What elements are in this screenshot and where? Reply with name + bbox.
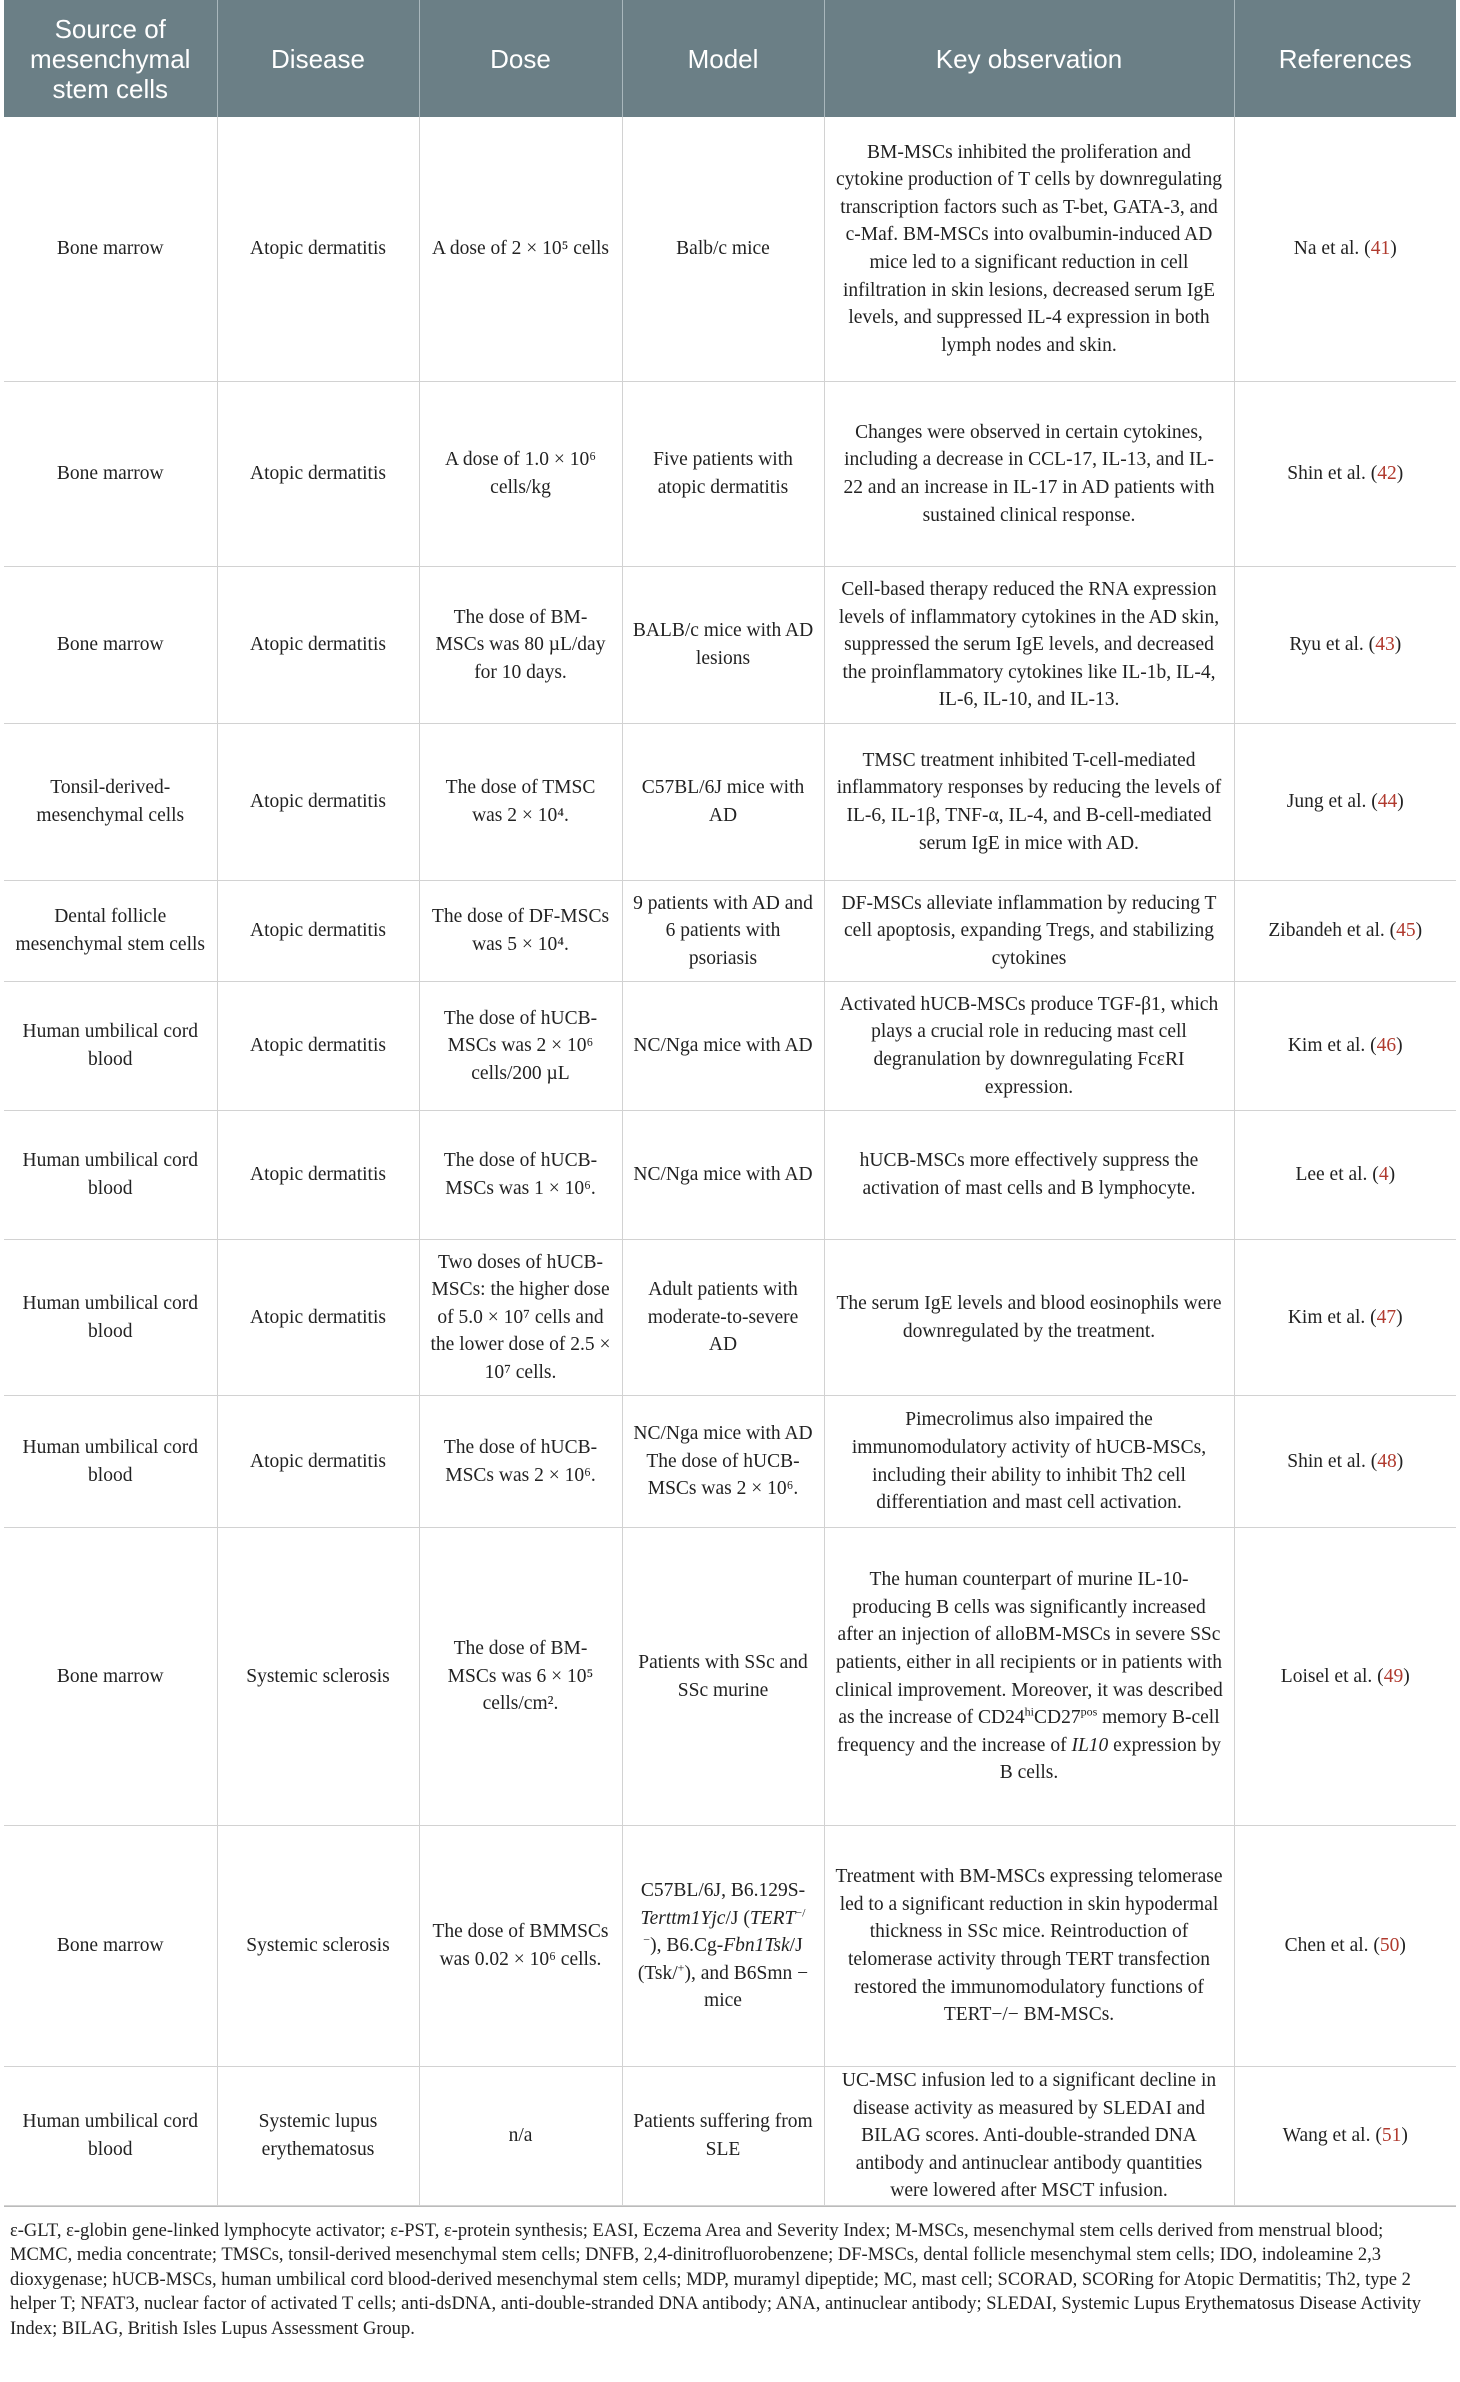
model-text: /J ( (725, 1907, 750, 1929)
ref-link[interactable]: 50 (1379, 1935, 1400, 1957)
cell-dose: A dose of 2 × 10⁵ cells (419, 117, 622, 382)
cell-key-observation: UC-MSC infusion led to a significant decline in disease activity as measured by SLEDAI and BILAG scores. Anti-double-stranded DNA antibody and antinuclear antibody quantities were lowered after MSCT infusion. (824, 2067, 1234, 2206)
table-footnote: ε-GLT, ε-globin gene-linked lymphocyte activator; ε-PST, ε-protein synthesis; EASI, Eczema Area and Severity Index; M-MSCs, mesenchymal stem cells derived from menstrual blood; MCMC, media concentrate; TMSCs, tonsil-derived mesenchymal stem cells; DNFB, 2,4-dinitrofluorobenzene; DF-MSCs, dental follicle mesenchymal stem cells; IDO, indoleamine 2,3 dioxygenase; hUCB-MSCs, human umbilical cord blood-derived mesenchymal stem cells; MDP, muramyl dipeptide; MC, mast cell; SCORAD, SCORing for Atopic Dermatitis; Th2, type 2 helper T; NFAT3, nuclear factor of activated T cells; anti-dsDNA, anti-double-stranded DNA antibody; ANA, antinuclear antibody; SLEDAI, Systemic Lupus Erythematosus Disease Activity Index; BILAG, British Isles Lupus Assessment Group. (4, 2206, 1456, 2342)
cell-model: NC/Nga mice with AD (622, 982, 824, 1111)
cell-source: Bone marrow (4, 1826, 217, 2067)
cell-key-observation: Pimecrolimus also impaired the immunomodulatory activity of hUCB-MSCs, including their ability to inhibit Th2 cell differentiation and mast cell activation. (824, 1396, 1234, 1528)
ref-link[interactable]: 43 (1375, 634, 1395, 656)
cell-reference (1234, 881, 1456, 982)
cell-model: Balb/c mice (622, 117, 824, 382)
cell-source: Human umbilical cord blood (4, 982, 217, 1111)
cell-reference (1234, 567, 1456, 724)
model-text: /J (Tsk/ (637, 1935, 803, 1984)
ref-close: ) (1396, 1450, 1404, 1472)
ref-close: ) (1388, 1164, 1396, 1186)
ref-author: Shin et al. ( (1287, 1450, 1378, 1472)
model-sup: −/− (643, 1905, 806, 1947)
cell-model: BALB/c mice with AD lesions (622, 567, 824, 724)
header-source: Source of mesenchymal stem cells (4, 0, 217, 117)
model-italic: Fbn1Tsk (723, 1935, 790, 1957)
cell-disease: Atopic dermatitis (217, 1240, 419, 1396)
ref-close: ) (1396, 463, 1404, 485)
cell-disease: Atopic dermatitis (217, 567, 419, 724)
ref-close: ) (1397, 791, 1404, 813)
cell-model: NC/Nga mice with AD The dose of hUCB-MSCs was 2 × 10⁶. (622, 1396, 824, 1528)
cell-source: Human umbilical cord blood (4, 1396, 217, 1528)
ref-author: Lee et al. ( (1295, 1164, 1379, 1186)
ref-author: Ryu et al. ( (1289, 634, 1376, 656)
msc-table (4, 0, 1456, 2206)
cell-source: Tonsil-derived-mesenchymal cells (4, 724, 217, 881)
cell-disease: Atopic dermatitis (217, 1111, 419, 1240)
cell-disease: Atopic dermatitis (217, 117, 419, 382)
cell-disease: Atopic dermatitis (217, 982, 419, 1111)
ref-close: ) (1394, 634, 1402, 656)
ref-close: ) (1415, 920, 1423, 942)
cell-model: 9 patients with AD and 6 patients with psoriasis (622, 881, 824, 982)
cell-dose: The dose of BM-MSCs was 6 × 10⁵ cells/cm². (419, 1528, 622, 1826)
cell-key-observation: Activated hUCB-MSCs produce TGF-β1, which plays a crucial role in reducing mast cell degranulation by downregulating FcεRI expression. (824, 982, 1234, 1111)
ref-author: Wang et al. ( (1282, 2125, 1382, 2147)
cell-key-observation: TMSC treatment inhibited T-cell-mediated inflammatory responses by reducing the levels of IL-6, IL-1β, TNF-α, IL-4, and B-cell-mediated serum IgE in mice with AD. (824, 724, 1234, 881)
table-row (4, 1528, 1456, 1826)
cell-key-observation: BM-MSCs inhibited the proliferation and cytokine production of T cells by downregulating transcription factors such as T-bet, GATA-3, and c-Maf. BM-MSCs into ovalbumin-induced AD mice led to a significant reduction in cell infiltration in skin lesions, decreased serum IgE levels, and suppressed IL-4 expression in both lymph nodes and skin. (824, 117, 1234, 382)
ref-link[interactable]: 4 (1378, 1164, 1389, 1186)
cell-dose: The dose of TMSC was 2 × 10⁴. (419, 724, 622, 881)
cell-model: Patients suffering from SLE (622, 2067, 824, 2206)
header-row (4, 0, 1456, 117)
ref-link[interactable]: 47 (1376, 1306, 1397, 1328)
header-model: Model (622, 0, 824, 117)
table-row (4, 881, 1456, 982)
cell-dose: n/a (419, 2067, 622, 2206)
model-italic: TERT (749, 1907, 796, 1929)
cell-source: Bone marrow (4, 1528, 217, 1826)
cell-reference (1234, 982, 1456, 1111)
cell-source: Bone marrow (4, 382, 217, 567)
cell-dose: The dose of hUCB-MSCs was 1 × 10⁶. (419, 1111, 622, 1240)
ref-link[interactable]: 51 (1381, 2125, 1402, 2147)
key-sup: hi (1024, 1704, 1034, 1719)
cell-disease: Atopic dermatitis (217, 881, 419, 982)
ref-close: ) (1396, 1035, 1403, 1057)
ref-author: Shin et al. ( (1287, 463, 1378, 485)
ref-link[interactable]: 41 (1370, 238, 1391, 260)
key-text: expression by B cells. (999, 1734, 1221, 1784)
ref-author: Kim et al. ( (1287, 1035, 1377, 1057)
ref-link[interactable]: 46 (1376, 1035, 1397, 1057)
ref-link[interactable]: 45 (1396, 920, 1416, 942)
cell-reference (1234, 2067, 1456, 2206)
header-references: References (1234, 0, 1456, 117)
cell-disease: Systemic sclerosis (217, 1826, 419, 2067)
cell-key-observation: Treatment with BM-MSCs expressing telomerase led to a significant reduction in skin hypodermal thickness in SSc mice. Reintroduction of telomerase activity through TERT transfection restored the immunomodulatory functions of TERT−/− BM-MSCs. (824, 1826, 1234, 2067)
cell-disease: Atopic dermatitis (217, 382, 419, 567)
ref-link[interactable]: 48 (1377, 1450, 1397, 1472)
cell-key-observation: DF-MSCs alleviate inflammation by reducing T cell apoptosis, expanding Tregs, and stabilizing cytokines (824, 881, 1234, 982)
cell-disease: Systemic lupus erythematosus (217, 2067, 419, 2206)
key-text: The human counterpart of murine IL-10-producing B cells was significantly increased after an injection of alloBM-MSCs in severe SSc patients, either in all recipients or in patients with clinical improvement. Moreover, it was described as the increase of CD24 (835, 1569, 1223, 1729)
model-text: ), and B6Smn − mice (684, 1962, 809, 2012)
cell-model: Patients with SSc and SSc murine (622, 1528, 824, 1826)
header-disease: Disease (217, 0, 419, 117)
table-row (4, 117, 1456, 382)
table-row (4, 724, 1456, 881)
table-row (4, 2067, 1456, 2206)
cell-reference (1234, 1826, 1456, 2067)
cell-dose: The dose of hUCB-MSCs was 2 × 10⁶. (419, 1396, 622, 1528)
cell-disease: Atopic dermatitis (217, 1396, 419, 1528)
table-row (4, 1826, 1456, 2067)
ref-close: ) (1390, 238, 1397, 260)
cell-source: Human umbilical cord blood (4, 2067, 217, 2206)
cell-dose: The dose of BM-MSCs was 80 µL/day for 10 days. (419, 567, 622, 724)
cell-reference (1234, 1240, 1456, 1396)
key-italic: IL10 (1071, 1734, 1109, 1756)
ref-close: ) (1403, 1665, 1410, 1687)
cell-reference (1234, 724, 1456, 881)
key-text: memory B-cell frequency and the increase of (837, 1707, 1220, 1756)
model-text: ), B6.Cg- (650, 1935, 724, 1957)
cell-reference (1234, 117, 1456, 382)
cell-source: Bone marrow (4, 567, 217, 724)
cell-dose: The dose of BMMSCs was 0.02 × 10⁶ cells. (419, 1826, 622, 2067)
table-row (4, 1396, 1456, 1528)
cell-reference (1234, 1111, 1456, 1240)
ref-author: Kim et al. ( (1287, 1306, 1377, 1328)
cell-key-observation: Changes were observed in certain cytokines, including a decrease in CCL-17, IL-13, and IL-22 and an increase in IL-17 in AD patients with sustained clinical response. (824, 382, 1234, 567)
header-dose: Dose (419, 0, 622, 117)
model-text: C57BL/6J, B6.129S- (640, 1880, 806, 1902)
cell-reference (1234, 382, 1456, 567)
cell-reference (1234, 1528, 1456, 1826)
ref-author: Chen et al. ( (1284, 1935, 1380, 1957)
cell-model (622, 1826, 824, 2067)
ref-close: ) (1396, 1306, 1403, 1328)
ref-close: ) (1399, 1935, 1406, 1957)
table-row (4, 567, 1456, 724)
cell-dose: Two doses of hUCB-MSCs: the higher dose of 5.0 × 10⁷ cells and the lower dose of 2.5 × 10⁷ cells. (419, 1240, 622, 1396)
ref-author: Jung et al. ( (1286, 791, 1378, 813)
cell-source: Human umbilical cord blood (4, 1111, 217, 1240)
table-row (4, 1240, 1456, 1396)
model-sup: + (677, 1960, 685, 1975)
cell-dose: The dose of hUCB-MSCs was 2 × 10⁶ cells/200 µL (419, 982, 622, 1111)
ref-author: Na et al. ( (1293, 238, 1371, 260)
cell-model: Adult patients with moderate-to-severe AD (622, 1240, 824, 1396)
cell-source: Bone marrow (4, 117, 217, 382)
ref-author: Loisel et al. ( (1280, 1665, 1384, 1687)
cell-source: Human umbilical cord blood (4, 1240, 217, 1396)
table-row (4, 982, 1456, 1111)
cell-model: C57BL/6J mice with AD (622, 724, 824, 881)
cell-key-observation: Cell-based therapy reduced the RNA expression levels of inflammatory cytokines in the AD skin, suppressed the serum IgE levels, and decreased the proinflammatory cytokines like IL-1b, IL-4, IL-6, IL-10, and IL-13. (824, 567, 1234, 724)
ref-link[interactable]: 42 (1377, 463, 1397, 485)
cell-model: Five patients with atopic dermatitis (622, 382, 824, 567)
model-italic: Terttm1Yjc (640, 1907, 726, 1929)
cell-reference (1234, 1396, 1456, 1528)
ref-close: ) (1401, 2125, 1408, 2147)
cell-source: Dental follicle mesenchymal stem cells (4, 881, 217, 982)
cell-dose: A dose of 1.0 × 10⁶ cells/kg (419, 382, 622, 567)
key-text: CD27 (1033, 1707, 1081, 1729)
cell-key-observation: hUCB-MSCs more effectively suppress the activation of mast cells and B lymphocyte. (824, 1111, 1234, 1240)
cell-disease: Atopic dermatitis (217, 724, 419, 881)
cell-dose: The dose of DF-MSCs was 5 × 10⁴. (419, 881, 622, 982)
key-sup: pos (1080, 1704, 1098, 1719)
ref-link[interactable]: 49 (1383, 1665, 1404, 1687)
cell-model: NC/Nga mice with AD (622, 1111, 824, 1240)
cell-disease: Systemic sclerosis (217, 1528, 419, 1826)
cell-key-observation (824, 1528, 1234, 1826)
ref-link[interactable]: 44 (1377, 791, 1398, 813)
ref-author: Zibandeh et al. ( (1268, 920, 1397, 942)
cell-key-observation: The serum IgE levels and blood eosinophils were downregulated by the treatment. (824, 1240, 1234, 1396)
header-key-observation: Key observation (824, 0, 1234, 117)
table-row (4, 1111, 1456, 1240)
table-row (4, 382, 1456, 567)
